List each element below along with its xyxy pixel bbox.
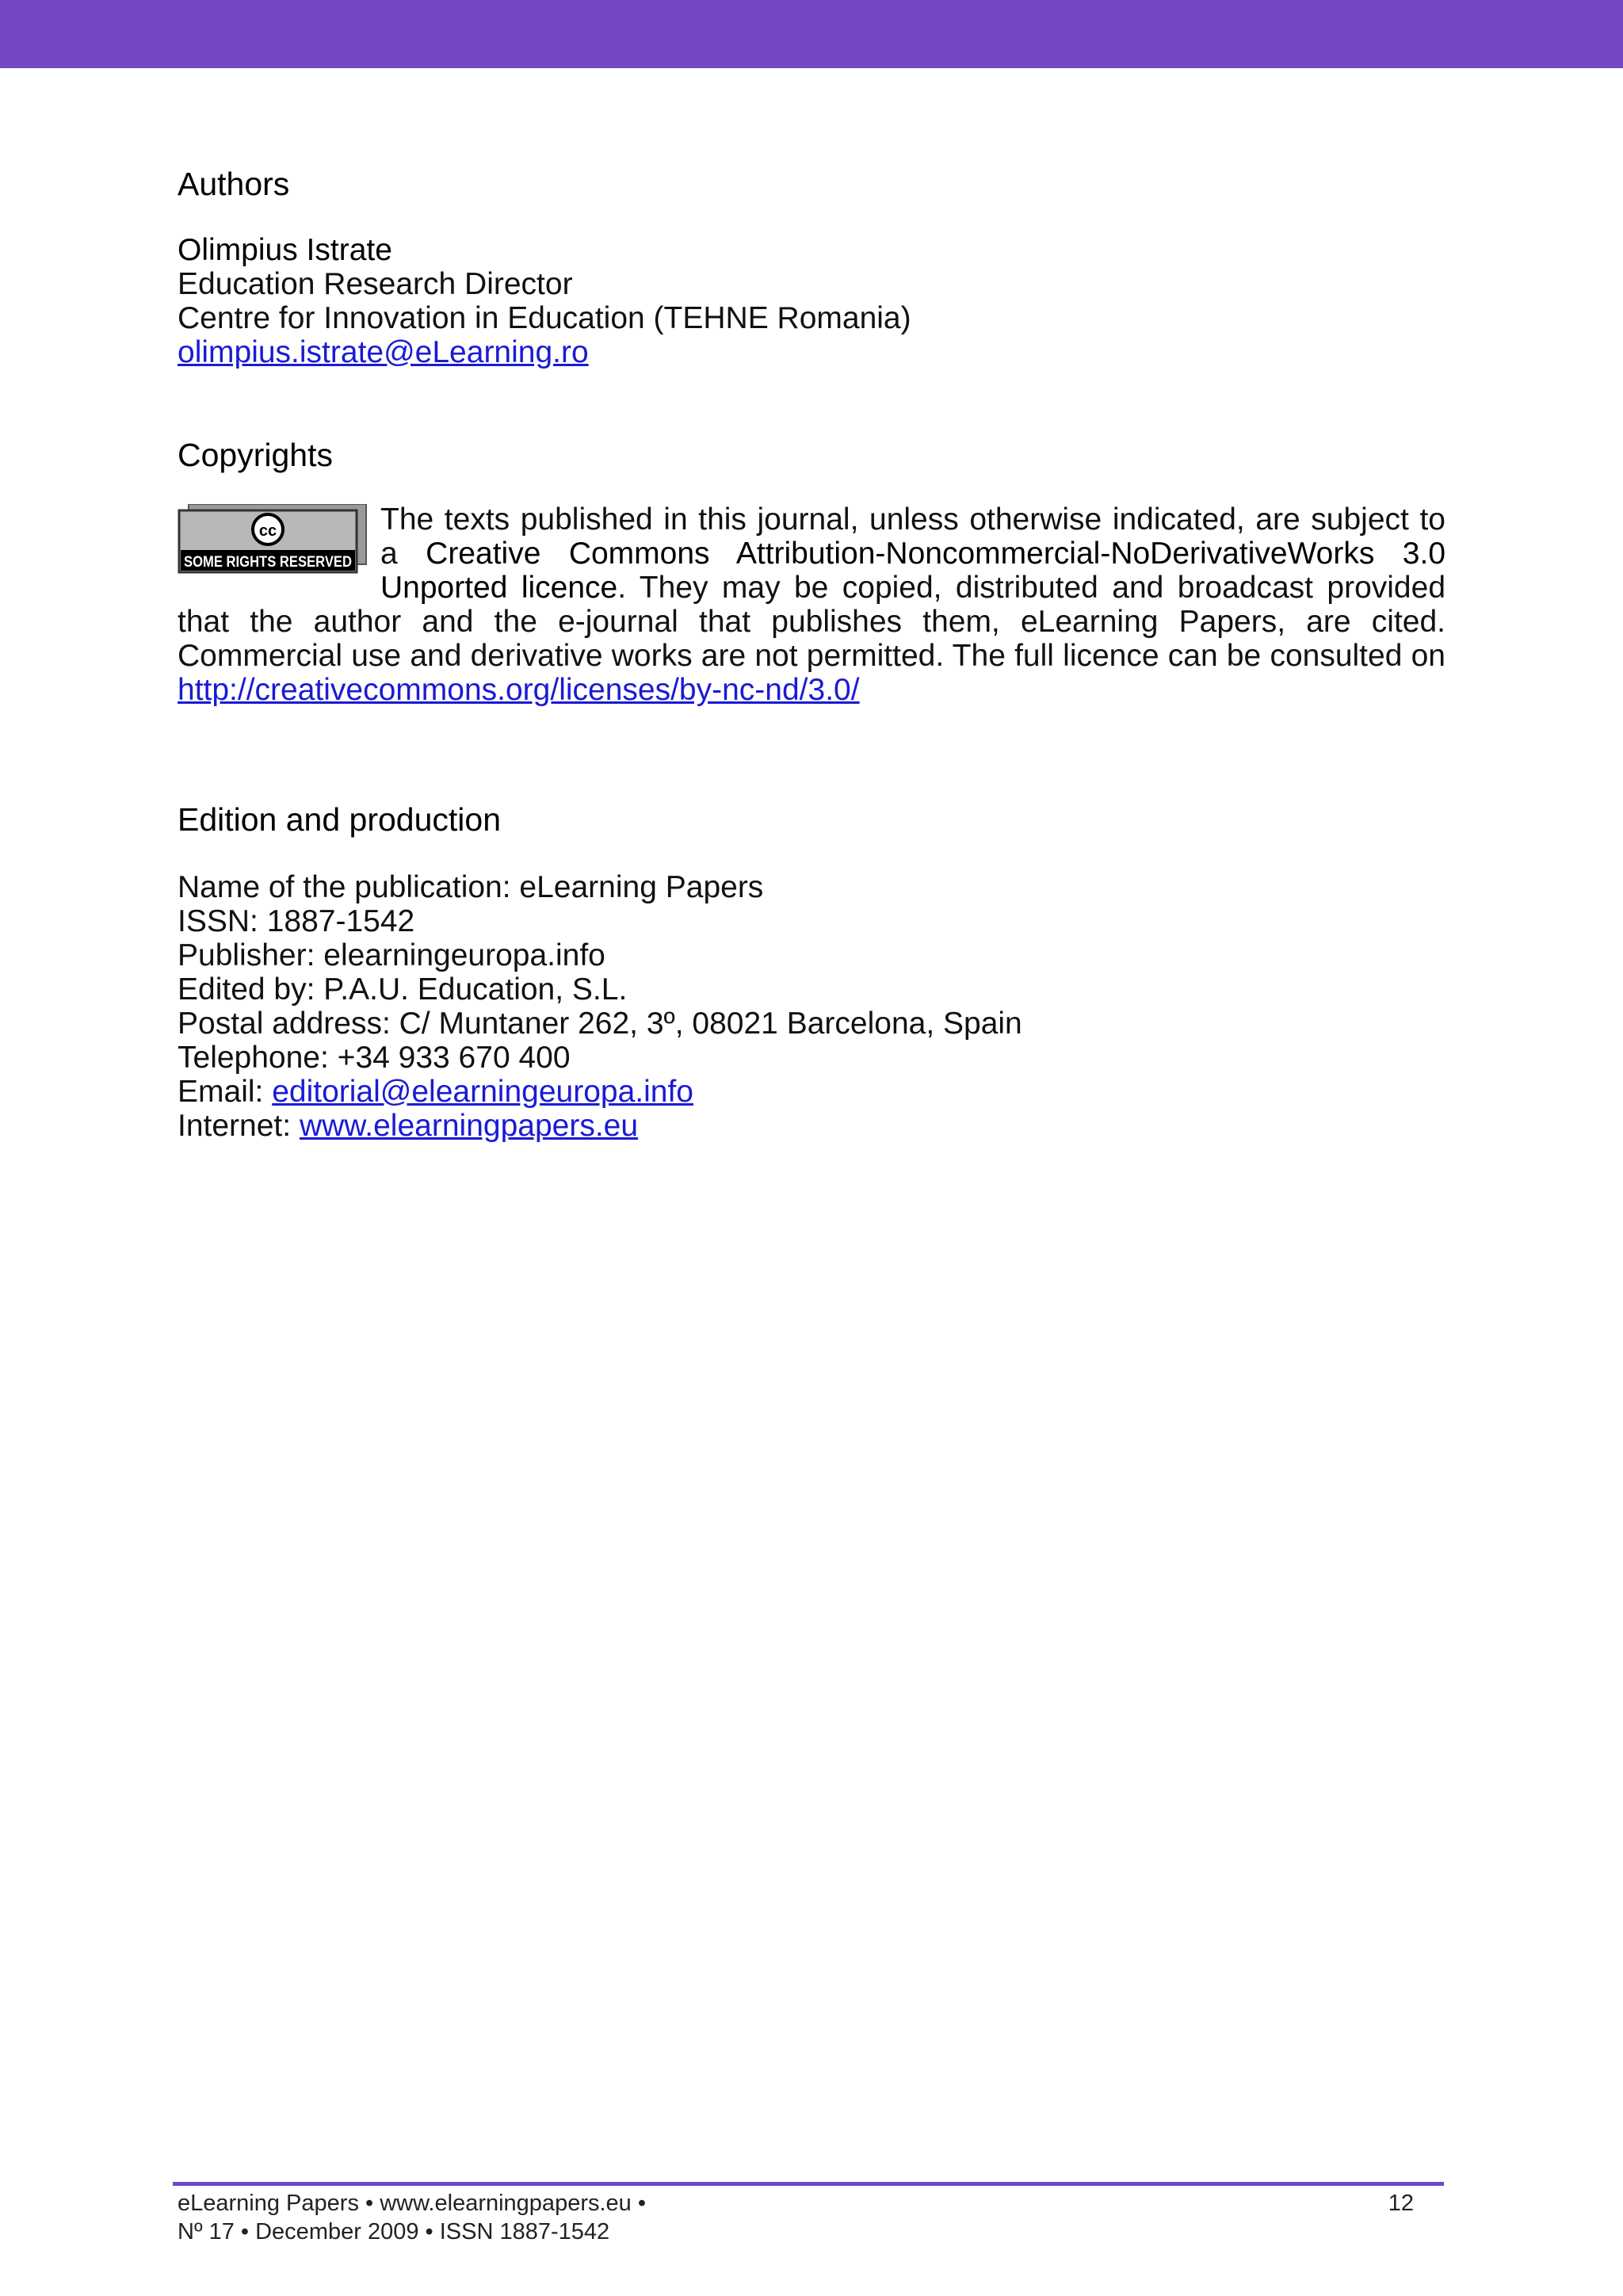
copyright-text-body: . They may be copied, distributed and broadcast provided that the author and the e-journal that publishes them, eLearning Papers, are cited. Commercial use and derivative works are not permitted. The full licence can be consulted on: [178, 571, 1446, 673]
publisher: Publisher: elearningeuropa.info: [178, 938, 605, 972]
author-organization: Centre for Innovation in Education (TEHNE Romania): [178, 301, 911, 335]
cc-icon: [253, 514, 283, 544]
edited-by: Edited by: P.A.U. Education, S.L.: [178, 972, 628, 1007]
website-link[interactable]: www.elearningpapers.eu: [299, 1109, 639, 1143]
copyright-paragraph: [178, 502, 1445, 707]
footer-divider: [173, 2182, 1444, 2186]
licence-name-link[interactable]: Creative Commons Attribution-Noncommercial-NoDerivativeWorks 3.0 Unported licence: [380, 537, 1446, 605]
author-role: Education Research Director: [178, 267, 573, 301]
author-name: Olimpius Istrate: [178, 233, 392, 267]
edition-heading: Edition and production: [178, 801, 502, 838]
authors-heading: Authors: [178, 166, 290, 202]
copyright-text-intro: The texts published in this journal, unless otherwise indicated, are subject to a: [380, 502, 1445, 571]
copyrights-section: [178, 436, 1445, 707]
page-footer: [178, 2189, 1414, 2246]
publication-name: Name of the publication: eLearning Papers: [178, 870, 764, 904]
licence-url-link[interactable]: http://creativecommons.org/licenses/by-nc-nd/3.0/: [178, 673, 860, 707]
cc-some-rights-reserved-logo[interactable]: [178, 504, 368, 574]
cc-logo-label: SOME RIGHTS RESERVED: [184, 554, 352, 571]
telephone: Telephone: +34 933 670 400: [178, 1041, 571, 1075]
internet-label: Internet:: [178, 1109, 300, 1143]
footer-line-2: Nº 17 • December 2009 • ISSN 1887-1542: [178, 2219, 610, 2244]
page-number: 12: [1388, 2191, 1414, 2216]
email-label: Email:: [178, 1075, 273, 1109]
edition-section: [178, 800, 1445, 1143]
postal-address: Postal address: C/ Muntaner 262, 3º, 08021 Barcelona, Spain: [178, 1007, 1022, 1041]
issn: ISSN: 1887-1542: [178, 904, 415, 938]
author-email-link[interactable]: olimpius.istrate@eLearning.ro: [178, 335, 589, 369]
editorial-email-link[interactable]: editorial@elearningeuropa.info: [272, 1075, 693, 1109]
header-bar: [0, 0, 1623, 68]
page-content: [178, 165, 1445, 1143]
authors-section: [178, 165, 1445, 369]
svg-text:cc: cc: [258, 522, 277, 540]
footer-line-1: eLearning Papers • www.elearningpapers.eu •: [178, 2191, 647, 2216]
copyrights-heading: Copyrights: [178, 437, 333, 473]
